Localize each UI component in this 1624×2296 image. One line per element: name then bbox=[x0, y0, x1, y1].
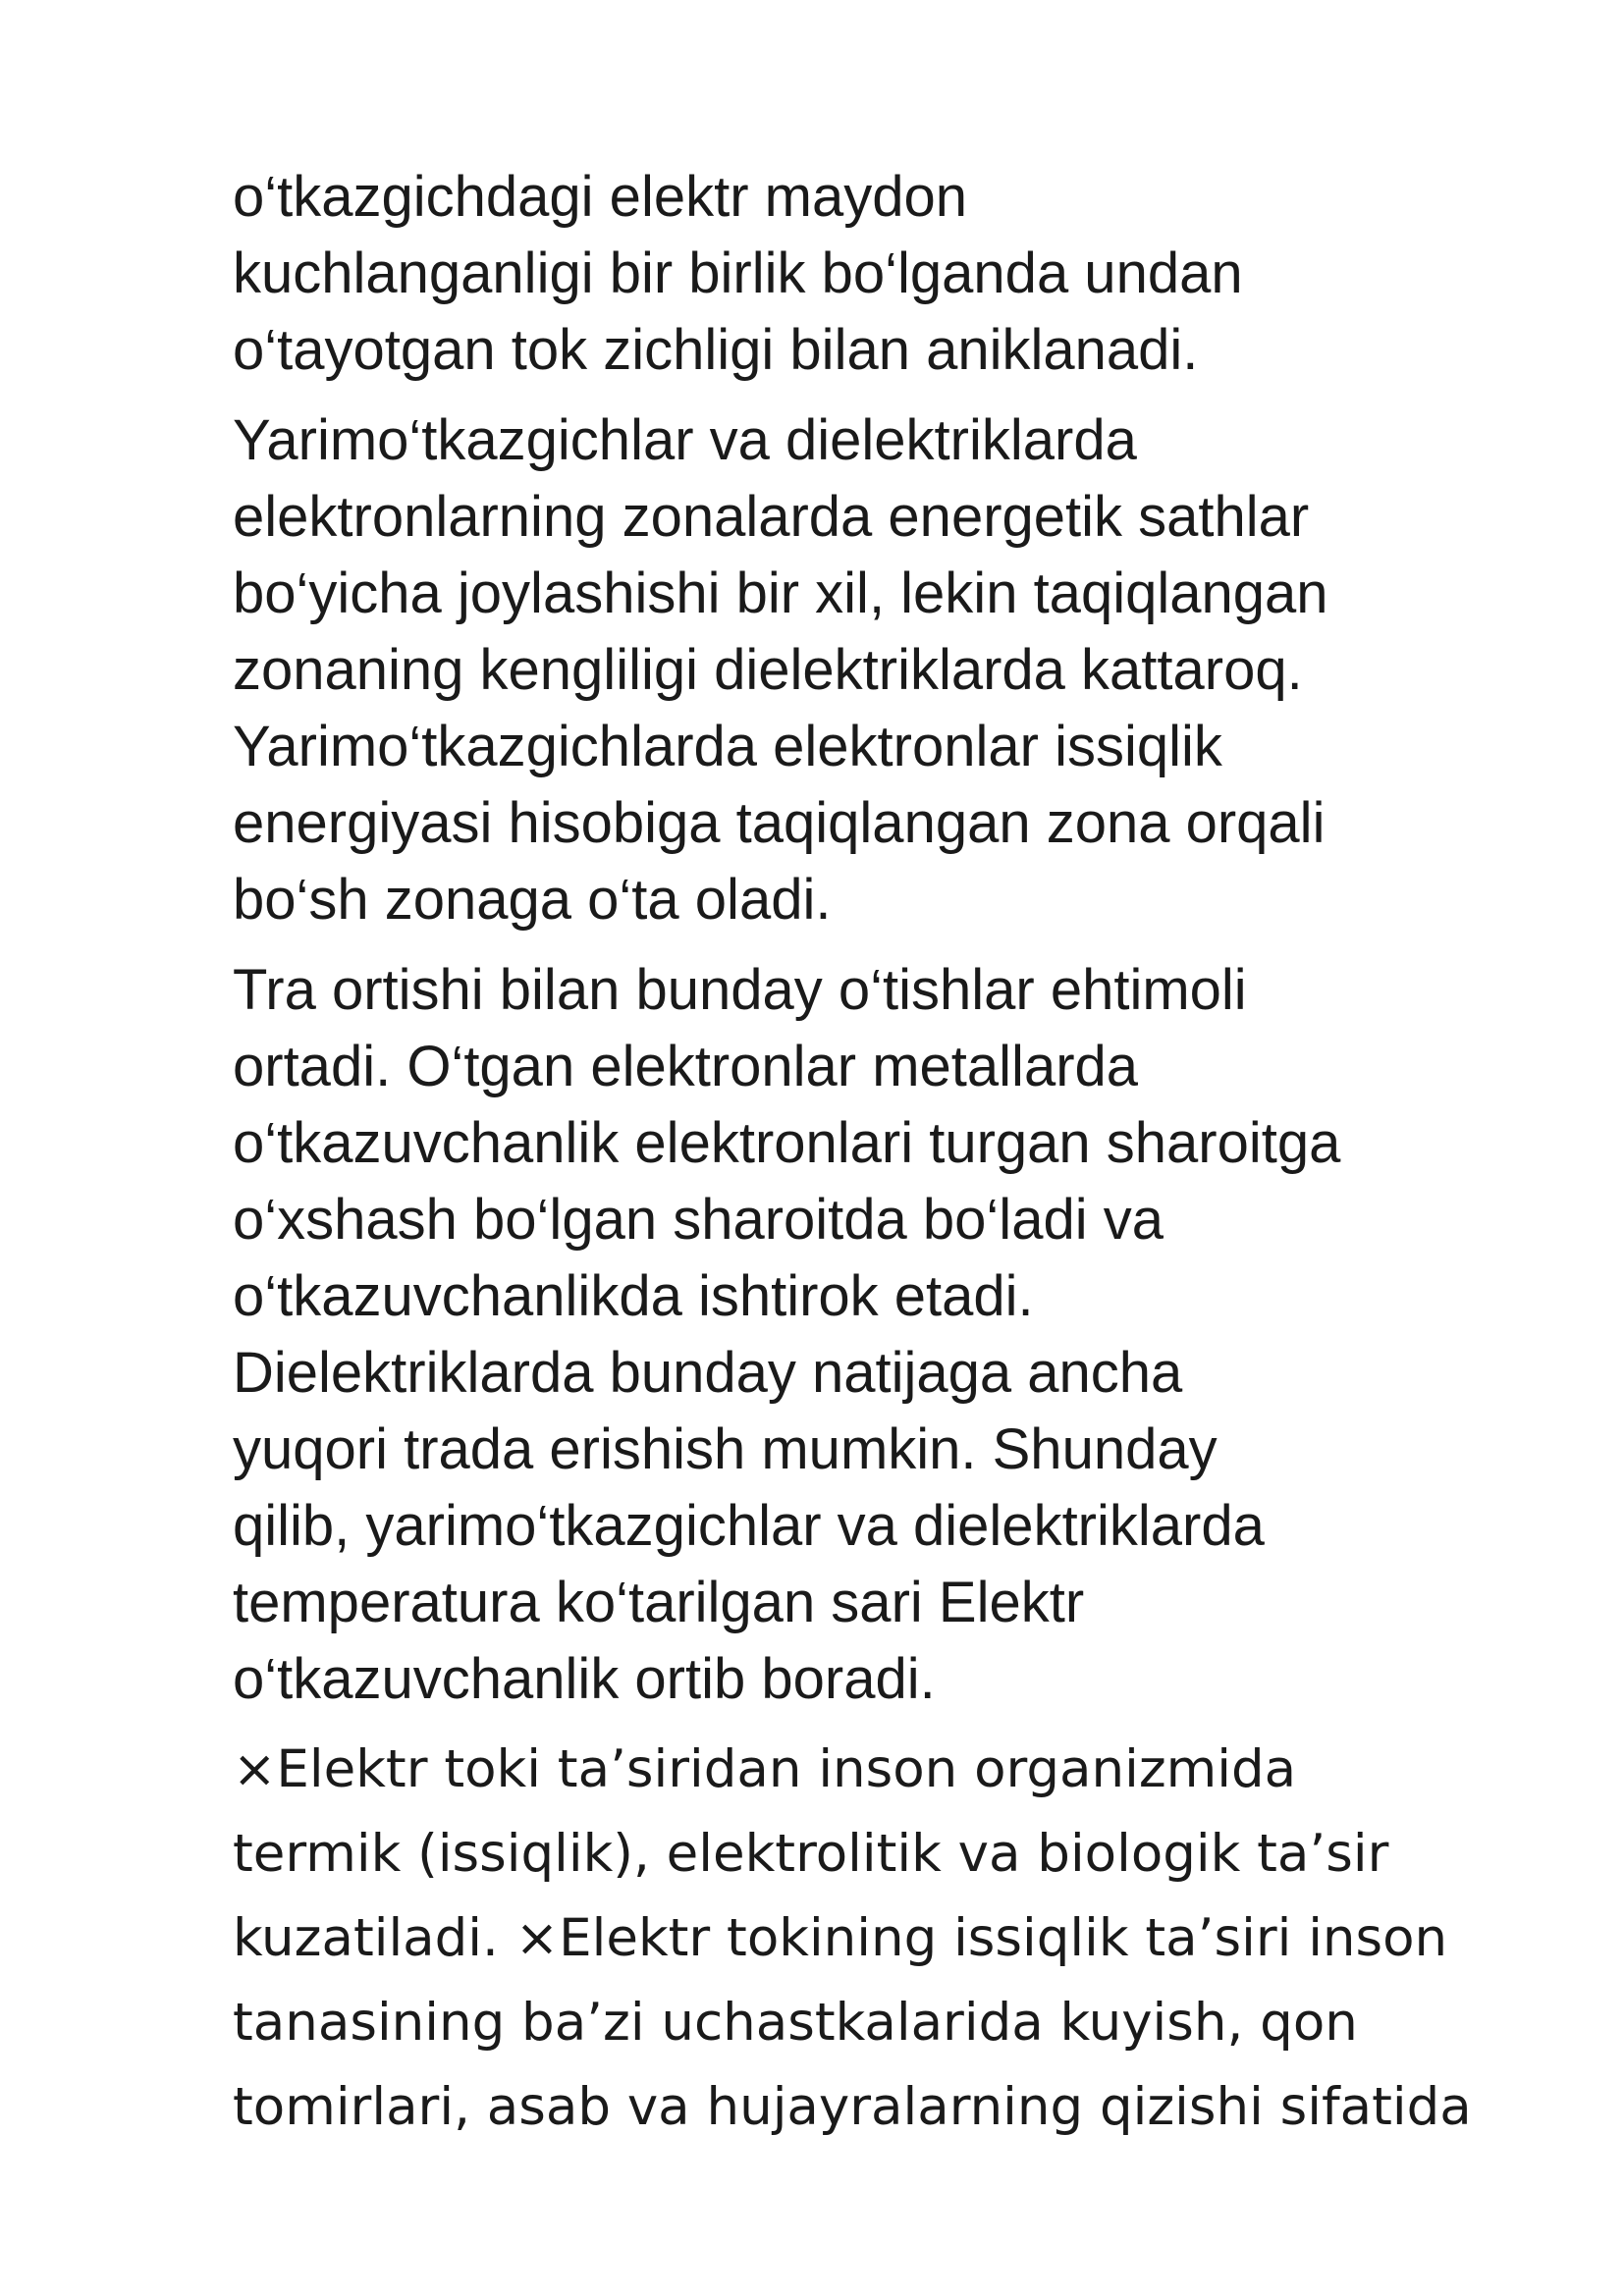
text-line: o‘tayotgan tok zichligi bilan aniklanadi. bbox=[233, 318, 1199, 382]
text-line: termik (issiqlik), elektrolitik va biologik ta’sir bbox=[233, 1824, 1389, 1884]
text-line: ×Elektr toki ta’siridan inson organizmida bbox=[233, 1739, 1297, 1799]
text-line: bo‘yicha joylashishi bir xil, lekin taqiqlangan bbox=[233, 561, 1328, 625]
text-line: tomirlari, asab va hujayralarning qizishi sifatida bbox=[233, 2077, 1472, 2137]
paragraph-4 bbox=[233, 1728, 1539, 2150]
text-line: Dielektriklarda bunday natijaga ancha bbox=[233, 1341, 1183, 1405]
text-line: Yarimo‘tkazgichlarda elektronlar issiqlik bbox=[233, 715, 1222, 778]
document-body bbox=[233, 159, 1539, 2150]
text-line: zonaning kengliligi dielektriklarda kattaroq. bbox=[233, 638, 1303, 702]
paragraph-3 bbox=[233, 952, 1539, 1718]
text-line: o‘tkazuvchanlikda ishtirok etadi. bbox=[233, 1264, 1034, 1328]
text-line: qilib, yarimo‘tkazgichlar va dielektriklarda bbox=[233, 1494, 1265, 1558]
paragraph-1 bbox=[233, 159, 1539, 389]
text-line: kuzatiladi. ×Elektr tokining issiqlik ta’siri inson bbox=[233, 1908, 1448, 1968]
text-line: o‘tkazuvchanlik elektronlari turgan sharoitga bbox=[233, 1111, 1341, 1175]
text-line: Tra ortishi bilan bunday o‘tishlar ehtimoli bbox=[233, 958, 1247, 1022]
text-line: tanasining ba’zi uchastkalarida kuyish, qon bbox=[233, 1993, 1358, 2053]
text-line: ortadi. O‘tgan elektronlar metallarda bbox=[233, 1035, 1139, 1098]
text-line: yuqori trada erishish mumkin. Shunday bbox=[233, 1417, 1218, 1481]
paragraph-2 bbox=[233, 402, 1539, 938]
text-line: temperatura ko‘tarilgan sari Elektr bbox=[233, 1571, 1085, 1634]
text-line: o‘tkazuvchanlik ortib boradi. bbox=[233, 1647, 936, 1711]
text-line: elektronlarning zonalarda energetik sathlar bbox=[233, 485, 1310, 549]
text-line: bo‘sh zonaga o‘ta oladi. bbox=[233, 868, 832, 932]
text-line: energiyasi hisobiga taqiqlangan zona orqali bbox=[233, 791, 1326, 855]
text-line: kuchlanganligi bir birlik bo‘lganda undan bbox=[233, 241, 1243, 305]
text-line: Yarimo‘tkazgichlar va dielektriklarda bbox=[233, 408, 1137, 472]
text-line: o‘xshash bo‘lgan sharoitda bo‘ladi va bbox=[233, 1188, 1164, 1252]
text-line: o‘tkazgichdagi elektr maydon bbox=[233, 165, 967, 229]
